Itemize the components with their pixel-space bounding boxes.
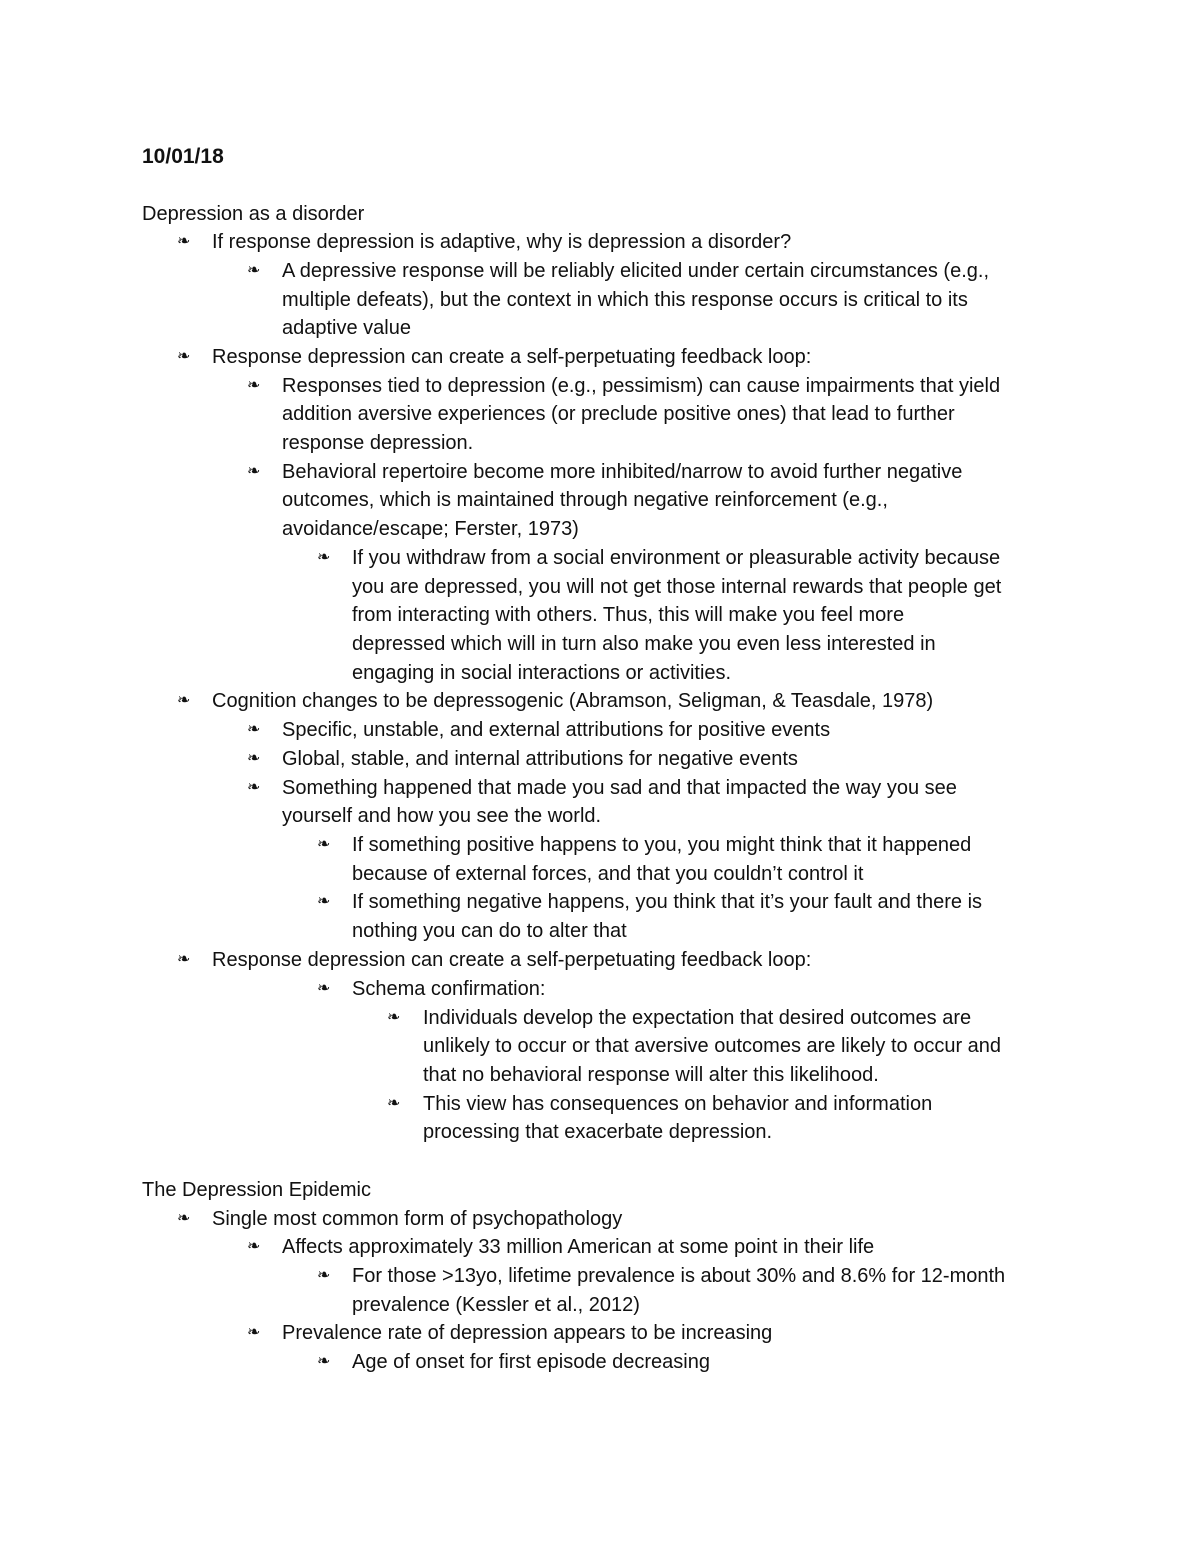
bullet-icon: ❧ [247, 750, 261, 767]
list-item-continuation: addition aversive experiences (or preclude positive ones) that lead to further [282, 403, 955, 425]
bullet-icon: ❧ [177, 692, 191, 709]
list-item-continuation: because of external forces, and that you couldn’t control it [352, 863, 864, 885]
list-item: Schema confirmation: [352, 978, 546, 1000]
bullet-icon: ❧ [317, 893, 331, 910]
bullet-icon: ❧ [317, 1267, 331, 1284]
list-item-continuation: outcomes, which is maintained through negative reinforcement (e.g., [282, 489, 888, 511]
list-item-continuation: unlikely to occur or that aversive outcomes are likely to occur and [423, 1035, 1002, 1057]
list-item: Behavioral repertoire become more inhibited/narrow to avoid further negative [282, 461, 963, 483]
list-item-continuation: processing that exacerbate depression. [423, 1121, 773, 1143]
list-item: Something happened that made you sad and that impacted the way you see [282, 777, 957, 799]
list-item-continuation: that no behavioral response will alter this likelihood. [423, 1064, 879, 1086]
section-heading: Depression as a disorder [142, 203, 365, 225]
list-item: Prevalence rate of depression appears to be increasing [282, 1322, 773, 1344]
list-item: Responses tied to depression (e.g., pessimism) can cause impairments that yield [282, 375, 1001, 397]
list-item-continuation: depressed which will in turn also make you even less interested in [352, 633, 936, 655]
bullet-icon: ❧ [247, 779, 261, 796]
list-item: If you withdraw from a social environment or pleasurable activity because [352, 547, 1001, 569]
list-item: Response depression can create a self-perpetuating feedback loop: [212, 346, 812, 368]
bullet-icon: ❧ [247, 463, 261, 480]
bullet-icon: ❧ [317, 1353, 331, 1370]
bullet-icon: ❧ [247, 377, 261, 394]
bullet-icon: ❧ [177, 233, 191, 250]
list-item: If something negative happens, you think that it’s your fault and there is [352, 891, 983, 913]
list-item-continuation: you are depressed, you will not get those internal rewards that people get [352, 576, 1002, 598]
bullet-icon: ❧ [177, 348, 191, 365]
bullet-icon: ❧ [317, 980, 331, 997]
list-item-continuation: adaptive value [282, 317, 411, 339]
bullet-icon: ❧ [317, 836, 331, 853]
bullet-icon: ❧ [247, 721, 261, 738]
list-item: If response depression is adaptive, why is depression a disorder? [212, 231, 792, 253]
list-item: If something positive happens to you, you might think that it happened [352, 834, 972, 856]
bullet-icon: ❧ [177, 951, 191, 968]
section-heading: The Depression Epidemic [142, 1179, 371, 1201]
list-item: Single most common form of psychopathology [212, 1208, 623, 1230]
bullet-icon: ❧ [247, 262, 261, 279]
list-item: This view has consequences on behavior and information [423, 1093, 933, 1115]
note-date: 10/01/18 [142, 145, 224, 168]
list-item-continuation: response depression. [282, 432, 474, 454]
list-item-continuation: from interacting with others. Thus, this will make you feel more [352, 604, 905, 626]
list-item: Age of onset for first episode decreasing [352, 1351, 710, 1373]
list-item-continuation: prevalence (Kessler et al., 2012) [352, 1294, 640, 1316]
bullet-icon: ❧ [317, 549, 331, 566]
list-item: Response depression can create a self-perpetuating feedback loop: [212, 949, 812, 971]
list-item-continuation: multiple defeats), but the context in which this response occurs is critical to its [282, 289, 968, 311]
list-item: A depressive response will be reliably elicited under certain circumstances (e.g., [282, 260, 990, 282]
list-item: Cognition changes to be depressogenic (Abramson, Seligman, & Teasdale, 1978) [212, 690, 934, 712]
list-item-continuation: yourself and how you see the world. [282, 805, 602, 827]
list-item: For those >13yo, lifetime prevalence is about 30% and 8.6% for 12-month [352, 1265, 1006, 1287]
list-item: Specific, unstable, and external attributions for positive events [282, 719, 831, 741]
list-item: Global, stable, and internal attributions for negative events [282, 748, 798, 770]
bullet-icon: ❧ [177, 1210, 191, 1227]
bullet-icon: ❧ [387, 1095, 401, 1112]
list-item: Individuals develop the expectation that desired outcomes are [423, 1007, 972, 1029]
list-item-continuation: engaging in social interactions or activities. [352, 662, 732, 684]
list-item: Affects approximately 33 million American at some point in their life [282, 1236, 875, 1258]
bullet-icon: ❧ [247, 1238, 261, 1255]
list-item-continuation: avoidance/escape; Ferster, 1973) [282, 518, 579, 540]
bullet-icon: ❧ [247, 1324, 261, 1341]
list-item-continuation: nothing you can do to alter that [352, 920, 627, 942]
bullet-icon: ❧ [387, 1009, 401, 1026]
